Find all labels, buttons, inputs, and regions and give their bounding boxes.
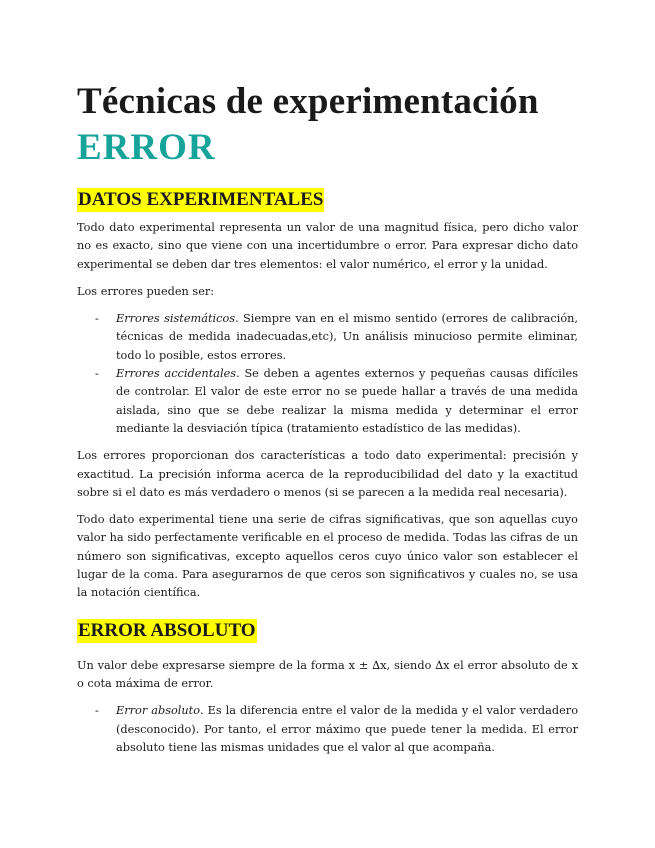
list-item bbox=[77, 702, 578, 757]
section-heading-datos-experimentales: DATOS EXPERIMENTALES bbox=[78, 189, 324, 210]
list-item-text: . Siempre van en el mismo sentido (errores de calibración, técnicas de medida inadecuadas,etc), Un análisis minucioso permite eliminar, todo lo posible, estos errores. bbox=[116, 312, 579, 362]
paragraph-lead: Los errores pueden ser: bbox=[77, 284, 215, 298]
list-item-term: Error absoluto bbox=[116, 704, 201, 718]
bullet-dash: - bbox=[95, 704, 99, 718]
error-types-list bbox=[77, 310, 578, 438]
list-item-term: Errores sistemáticos bbox=[116, 312, 236, 326]
paragraph-intro: Todo dato experimental representa un valor de una magnitud física, pero dicho valor no es exacto, sino que viene con una incertidumbre o error. Para expresar dicho dato experimental se deben dar tres elementos: el valor numérico, el error y la unidad. bbox=[77, 221, 578, 271]
list-item-text: . Es la diferencia entre el valor de la medida y el valor verdadero (desconocido). Por tanto, el error máximo que puede tener la medida. El error absoluto tiene las mismas unidades que el valor al que acompaña. bbox=[116, 704, 578, 754]
bullet-dash: - bbox=[95, 367, 99, 381]
list-item-text: . Se deben a agentes externos y pequeñas causas difíciles de controlar. El valor de este error no se puede hallar a través de una medida aislada, sino que se debe realizar la misma medida y determinar el error mediante la desviación típica (tratamiento estadístico de las medidas). bbox=[116, 367, 579, 435]
document-page bbox=[77, 80, 578, 757]
paragraph-precision: Los errores proporcionan dos características a todo dato experimental: precisión y exactitud. La precisión informa acerca de la reproducibilidad del dato y la exactitud sobre si el dato es más verdadero o menos (si se parecen a la medida real necesaria). bbox=[77, 449, 578, 499]
list-item bbox=[77, 365, 578, 438]
document-title: Técnicas de experimentación bbox=[77, 81, 539, 122]
bullet-dash: - bbox=[95, 312, 99, 326]
list-item-term: Errores accidentales bbox=[116, 367, 237, 381]
absolute-error-list bbox=[77, 702, 578, 757]
document-subtitle: ERROR bbox=[77, 127, 216, 168]
list-item bbox=[77, 310, 578, 365]
paragraph-significant-figures: Todo dato experimental tiene una serie de cifras significativas, que son aquellas cuyo valor ha sido perfectamente verificable en el proceso de medida. Todas las cifras de un número son significativas, excepto aquellos ceros cuyo único valor son establecer el lugar de la coma. Para asegurarnos de que ceros son significativos y cuales no, se usa la notación científica. bbox=[77, 513, 578, 600]
paragraph-absolute-intro: Un valor debe expresarse siempre de la forma x ± ∆x, siendo ∆x el error absoluto de x o cota máxima de error. bbox=[77, 658, 578, 690]
section-heading-error-absoluto: ERROR ABSOLUTO bbox=[78, 619, 256, 641]
